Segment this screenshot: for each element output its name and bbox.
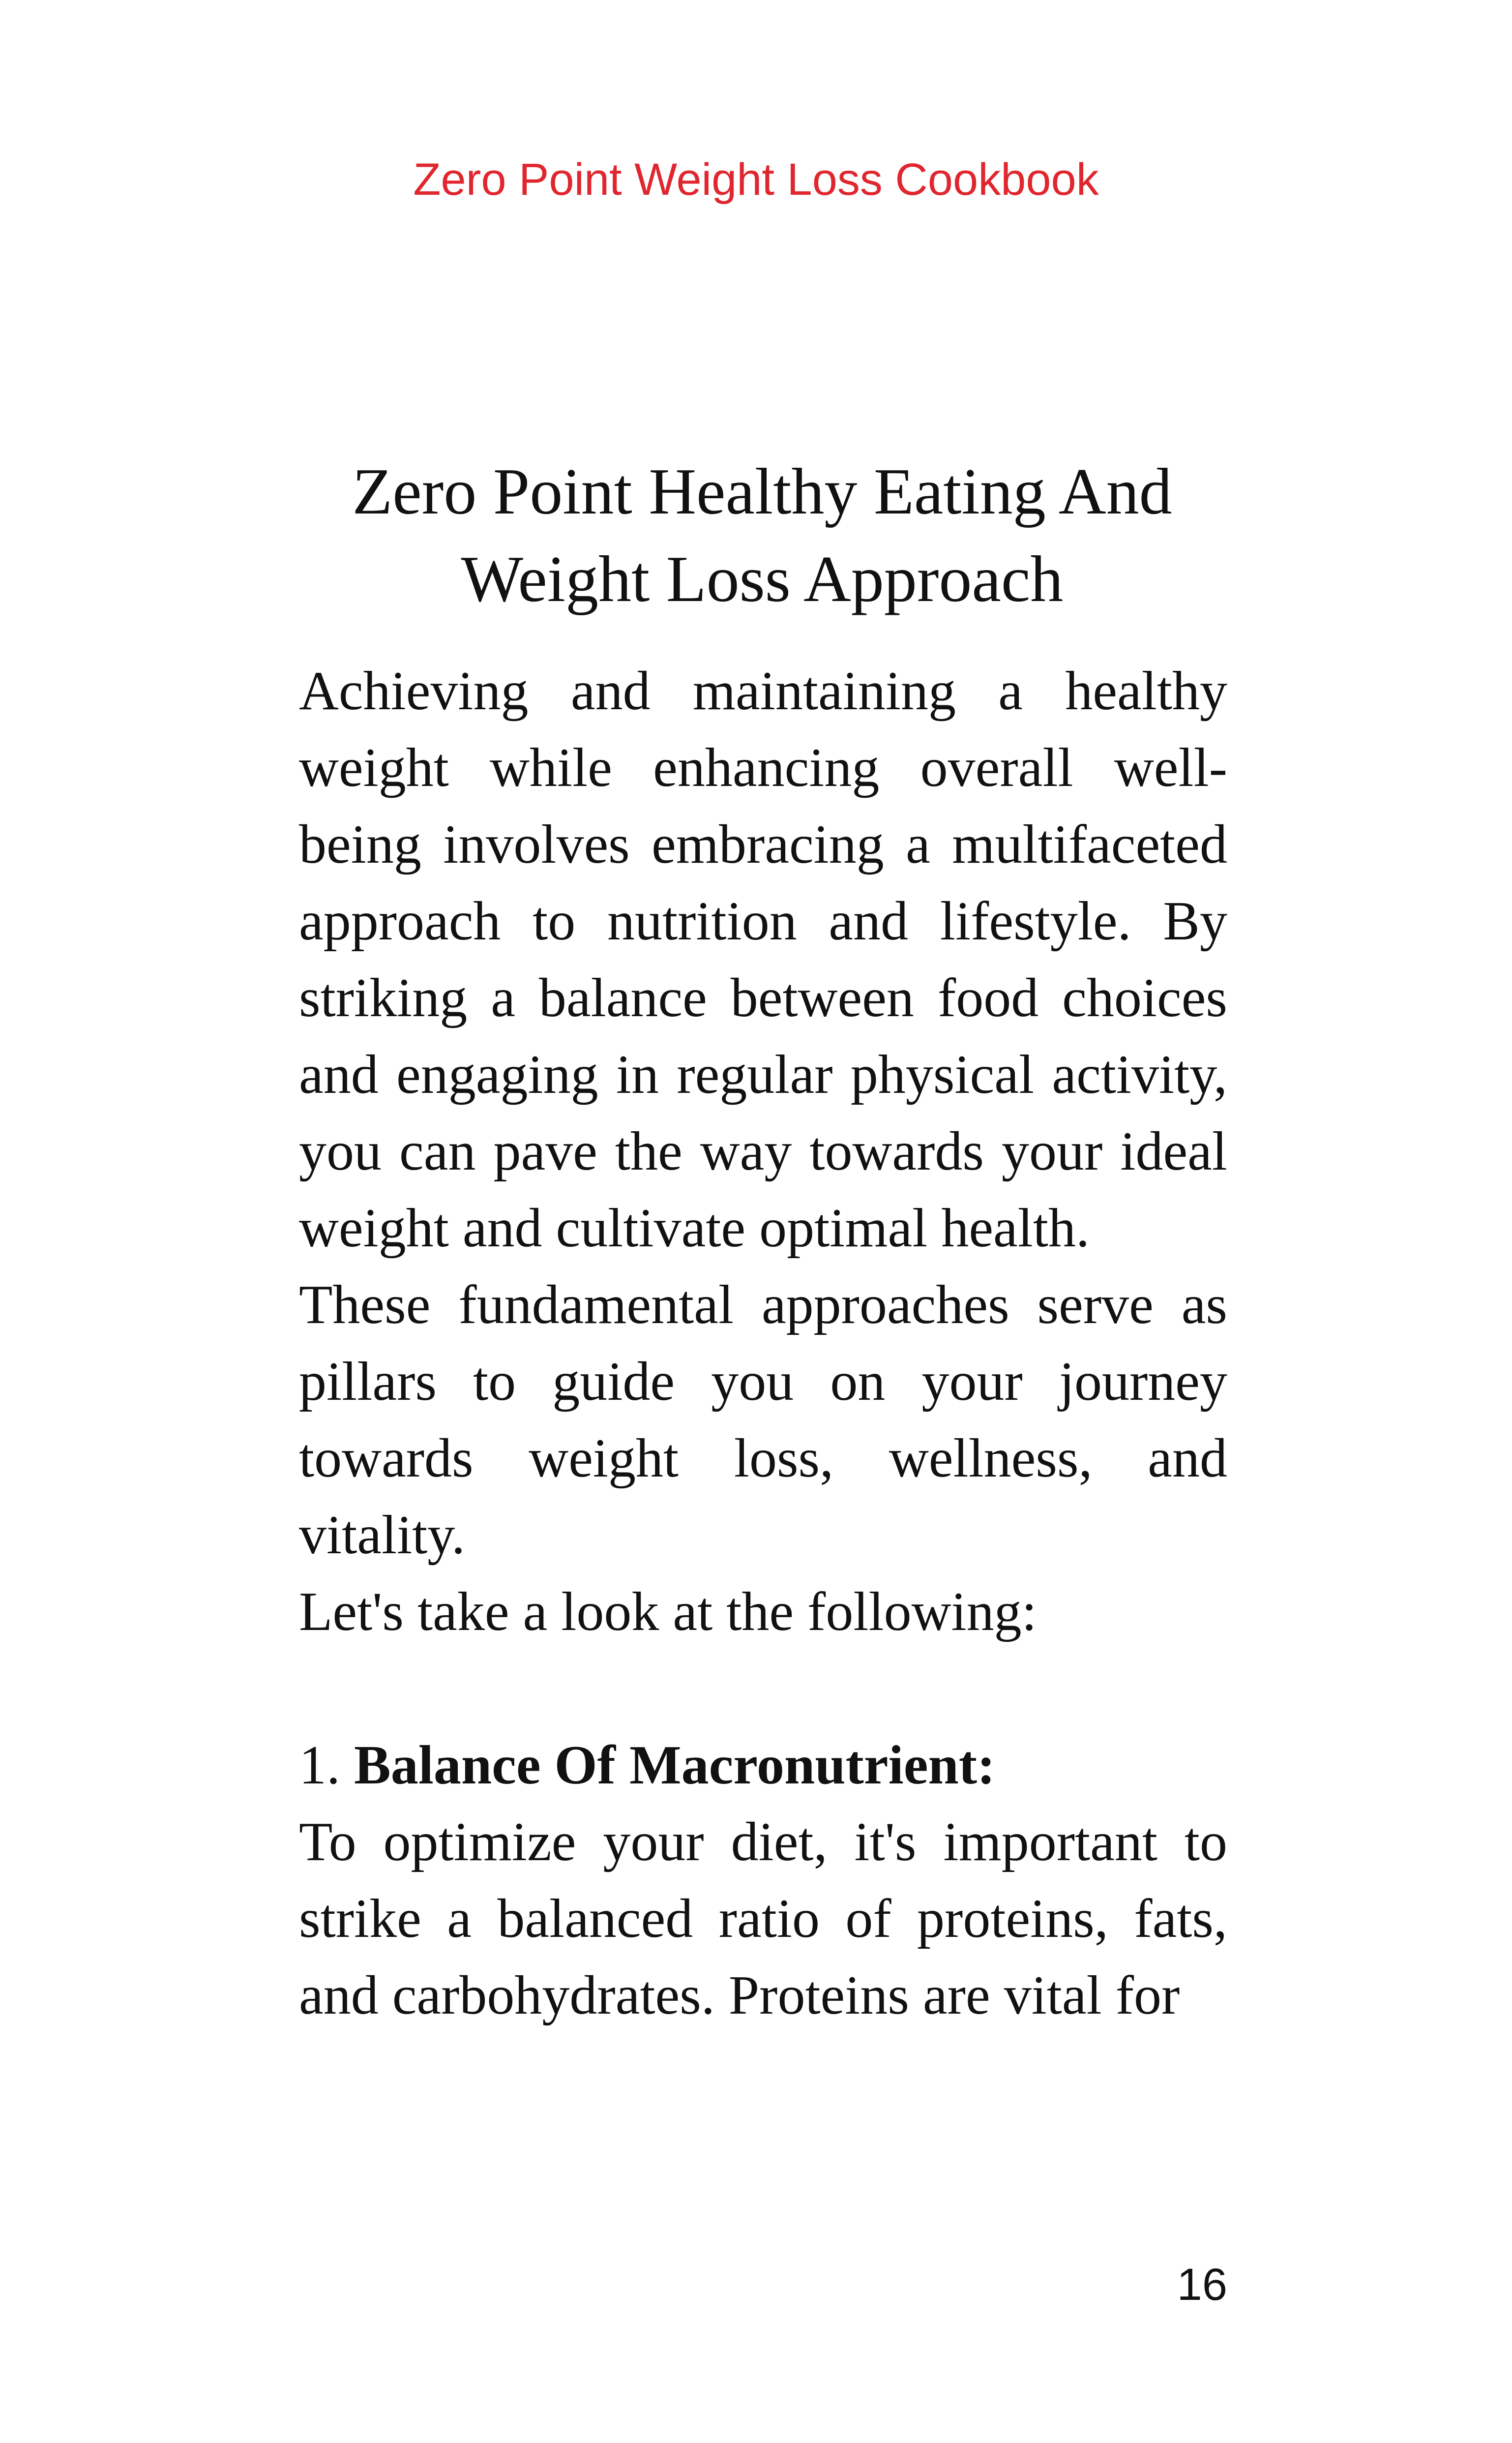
chapter-title: Zero Point Healthy Eating And Weight Loss Approach bbox=[352, 455, 1172, 615]
list-item-heading bbox=[299, 1727, 1227, 1804]
list-item-number: 1. bbox=[299, 1735, 340, 1796]
paragraph-intro: Achieving and maintaining a healthy weight while enhancing overall well-being involves embracing a multifaceted approach to nutrition and lifestyle. By striking a balance between food choices and engaging in regular physical activity, you can pave the way towards your ideal weight and cultivate optimal health. bbox=[299, 661, 1227, 1259]
paragraph-pillars: These fundamental approaches serve as pillars to guide you on your journey towards weight loss, wellness, and vitality. bbox=[299, 1274, 1227, 1566]
paragraph-spacer bbox=[299, 1650, 1227, 1727]
page-number: 16 bbox=[1177, 2260, 1227, 2310]
list-item-text: To optimize your diet, it's important to strike a balanced ratio of proteins, fats, and carbohydrates. Proteins are vital for bbox=[299, 1811, 1227, 2026]
paragraph-lead-in: Let's take a look at the following: bbox=[299, 1581, 1037, 1642]
running-header: Zero Point Weight Loss Cookbook bbox=[413, 154, 1099, 205]
list-item-title: Balance Of Macronutrient: bbox=[354, 1735, 996, 1796]
body-text bbox=[299, 653, 1227, 2034]
